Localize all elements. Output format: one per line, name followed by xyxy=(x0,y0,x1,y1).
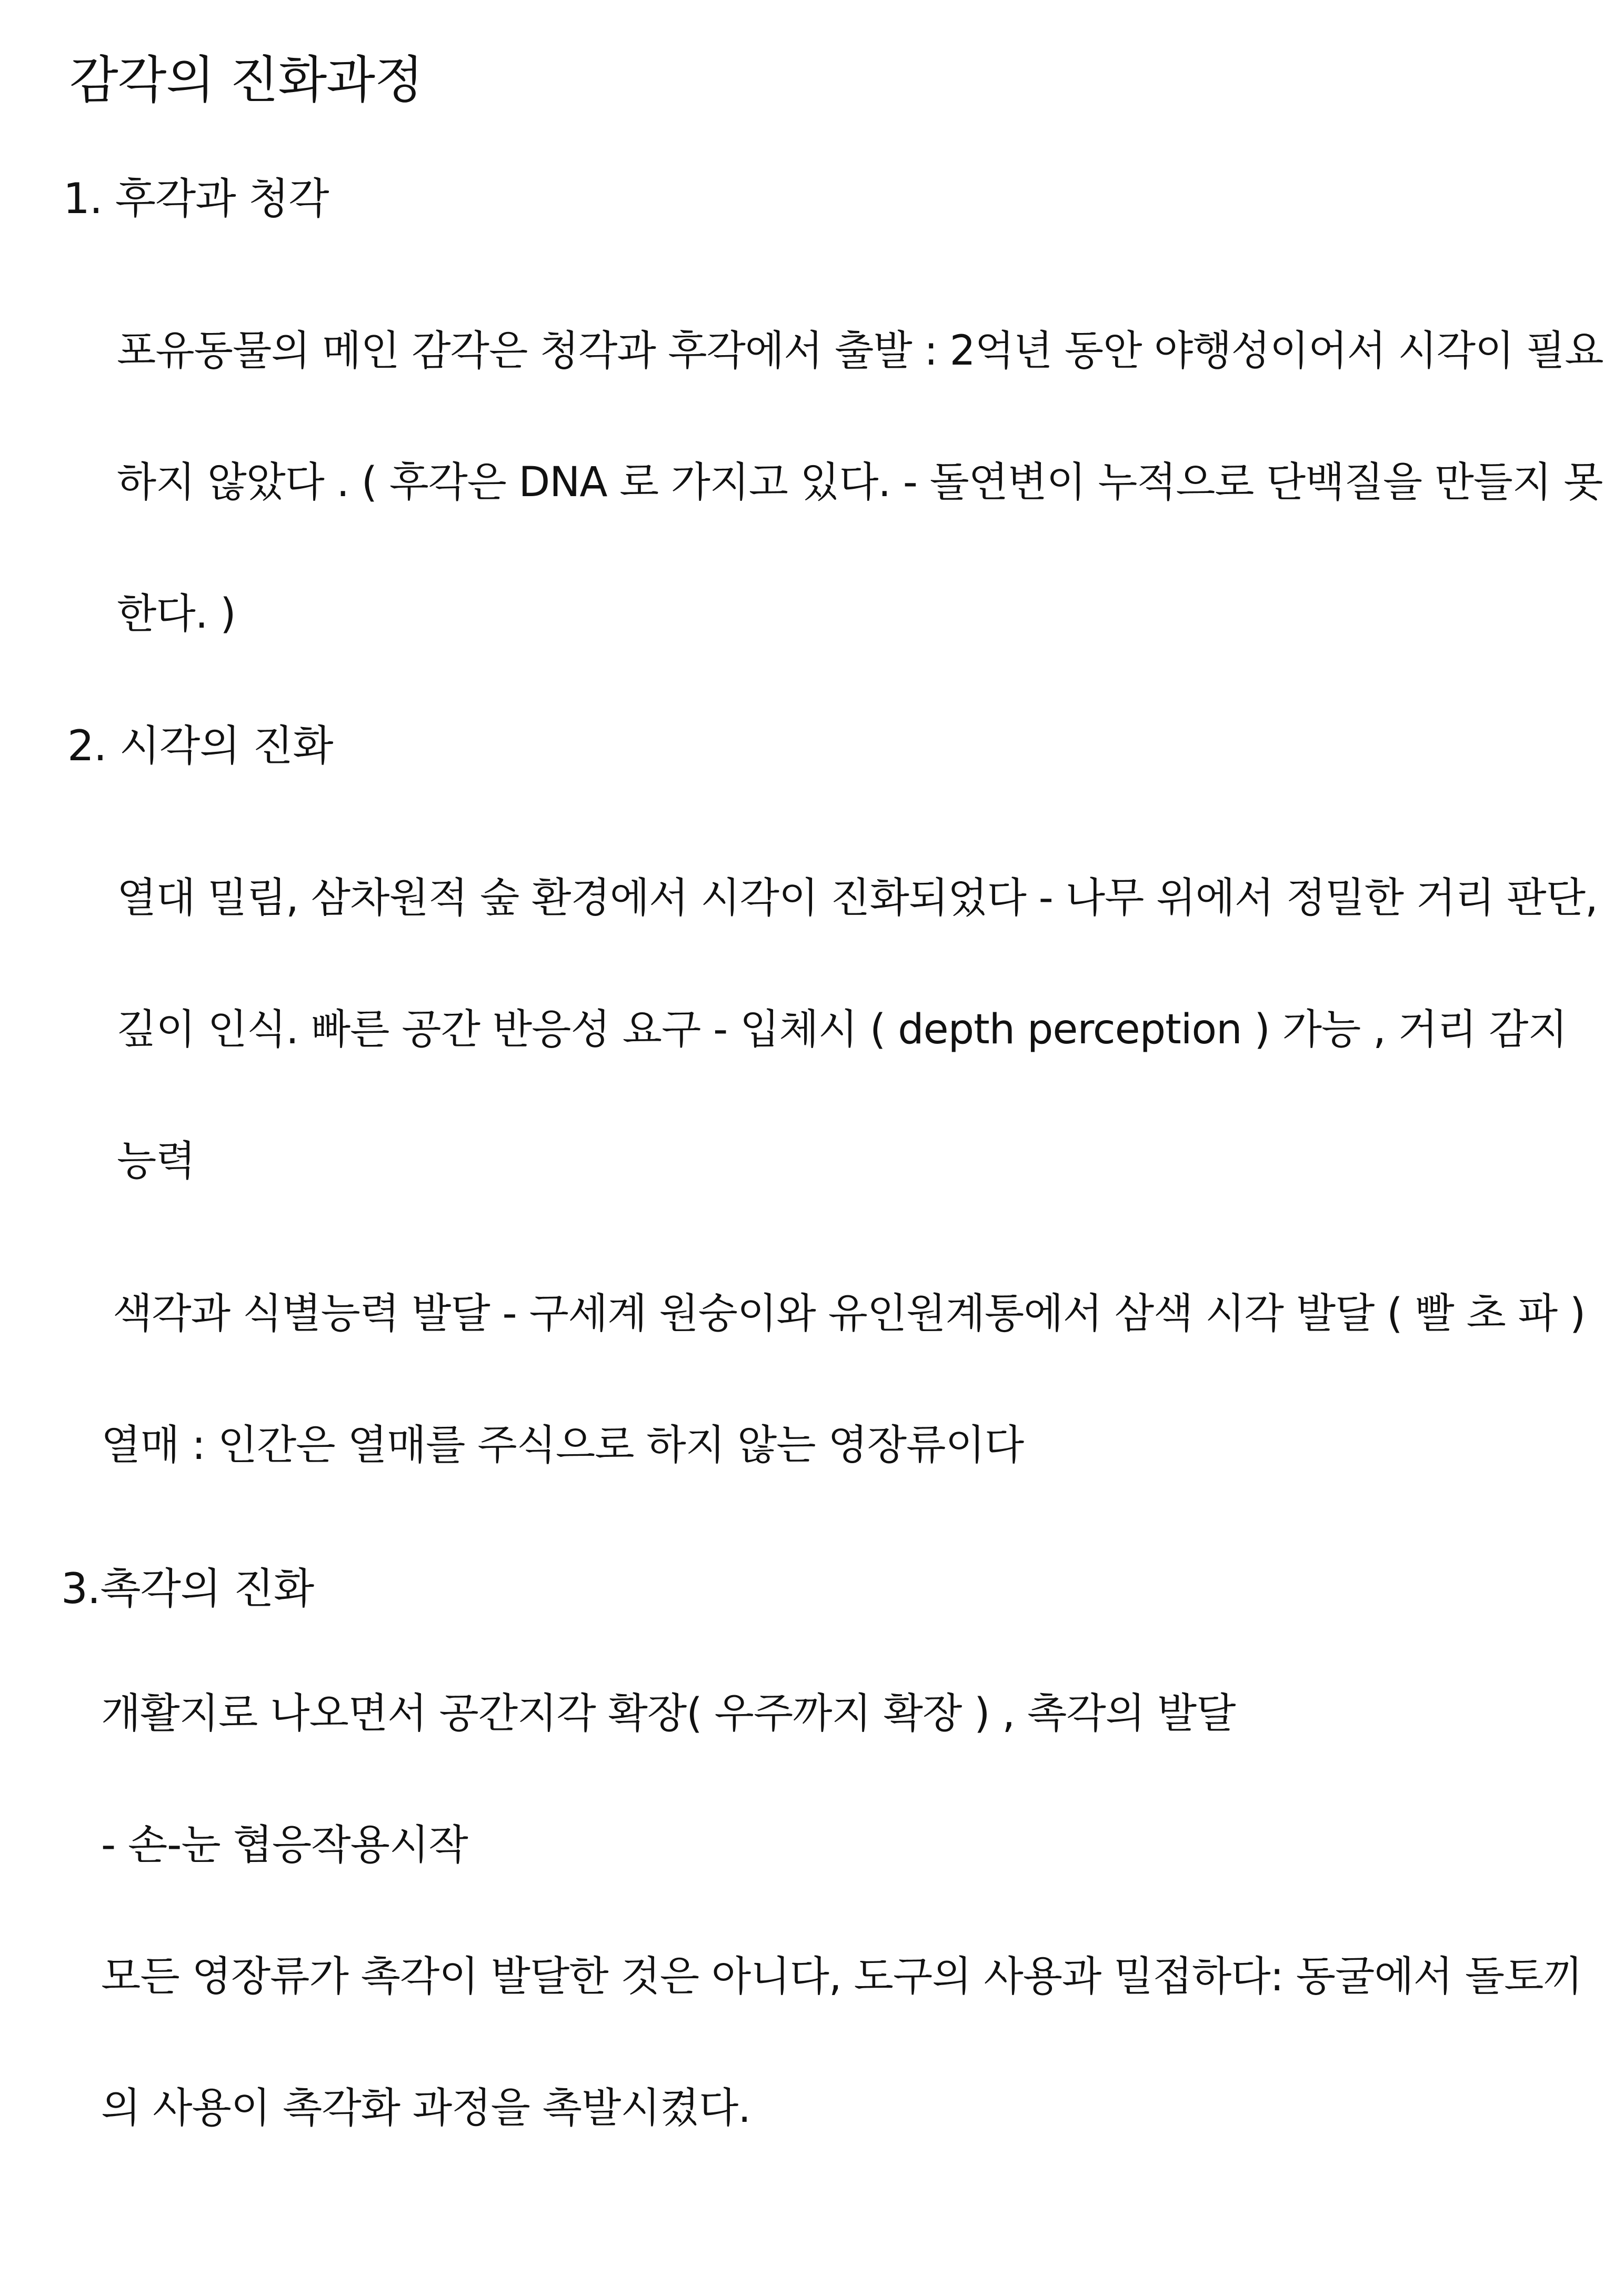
section-2-paragraph-line-4: 색각과 식별능력 발달 - 구세계 원숭이와 유인원계통에서 삼색 시각 발달 ( 빨 초 파 ) xyxy=(113,1290,1586,1337)
section-2-paragraph-line-3: 능력 xyxy=(117,1137,195,1185)
section-1-paragraph-line-1: 포유동물의 메인 감각은 청각과 후각에서 출발 : 2억년 동안 야행성이어서 시각이 필요 xyxy=(117,327,1603,375)
section-2-paragraph-line-2: 깊이 인식. 빠른 공간 반응성 요구 - 입체시 ( depth perception ) 가능 , 거리 감지 xyxy=(117,1006,1567,1053)
section-3-paragraph-line-4: 의 사용이 촉각화 과정을 촉발시켰다. xyxy=(101,2084,751,2132)
document-title: 감각의 진화과정 xyxy=(69,51,423,109)
section-2-paragraph-line-5: 열매 : 인간은 열매를 주식으로 하지 않는 영장류이다 xyxy=(101,1422,1024,1469)
section-3-paragraph-line-3: 모든 영장류가 촉각이 발달한 것은 아니다, 도구의 사용과 밀접하다: 동굴에서 돌토끼 xyxy=(101,1953,1582,2000)
section-3-paragraph-line-2: - 손-눈 협응작용시작 xyxy=(101,1821,468,1869)
section-1-heading: 1. 후각과 청각 xyxy=(63,174,329,223)
section-1-paragraph-line-3: 한다. ) xyxy=(117,590,236,638)
section-3-heading: 3.촉각의 진화 xyxy=(61,1564,314,1613)
section-1-paragraph-line-2: 하지 않았다 . ( 후각은 DNA 로 가지고 있다. - 돌연변이 누적으로 단백질을 만들지 못 xyxy=(117,459,1603,506)
section-2-heading: 2. 시각의 진화 xyxy=(67,721,333,770)
section-2-paragraph-line-1: 열대 밀림, 삼차원적 숲 환경에서 시각이 진화되었다 - 나무 위에서 정밀한 거리 판단, xyxy=(117,874,1598,922)
section-3-paragraph-line-1: 개활지로 나오면서 공간지각 확장( 우주까지 확장 ) , 촉각의 발달 xyxy=(101,1690,1236,1737)
